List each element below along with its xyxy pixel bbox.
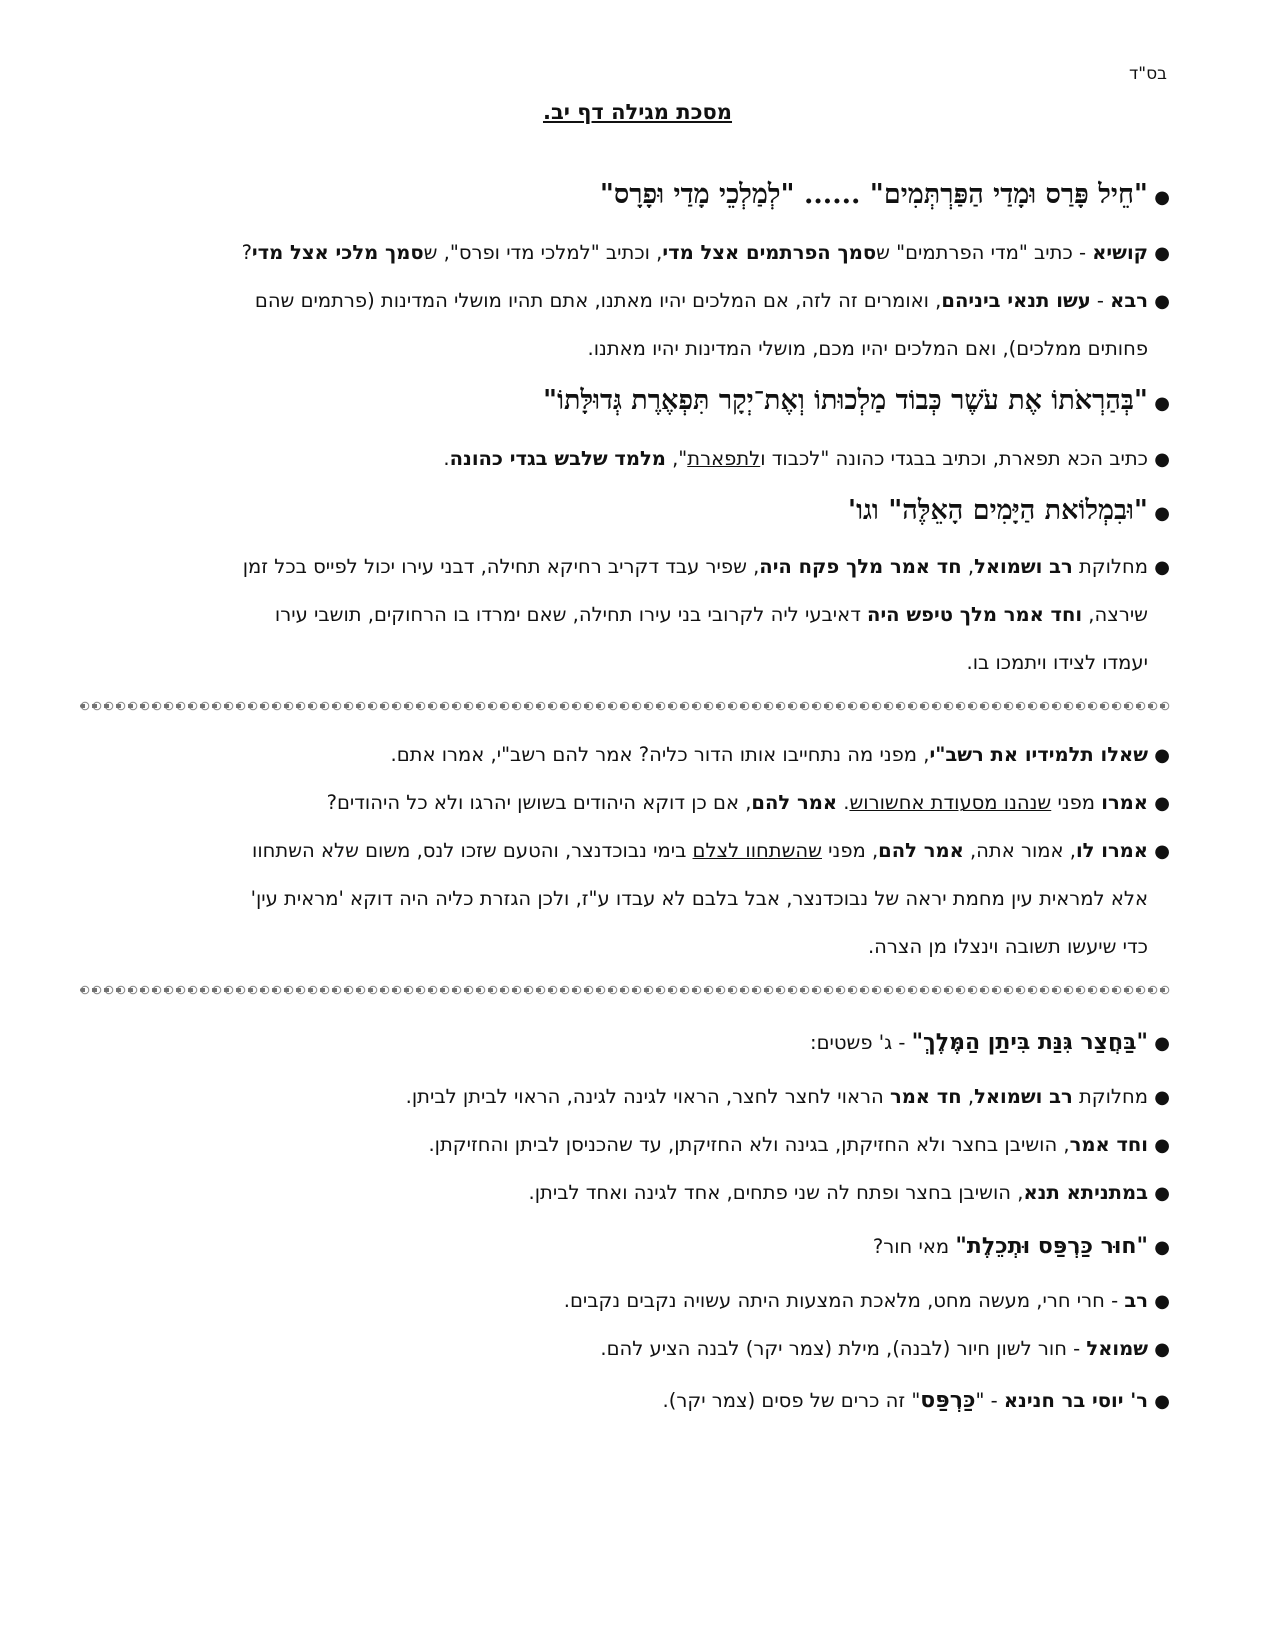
- bullet-icon: ●: [1154, 243, 1170, 264]
- page-title: מסכת מגילה דף יב.: [542, 100, 733, 124]
- header-abbreviation: בס"ד: [1129, 64, 1167, 84]
- bullet-icon: ●: [1154, 393, 1170, 414]
- section-6-bullet-3: ●ר' יוסי בר חנינא - "כַּרְפַּס" זה כרים של פסים (צמר יקר).: [80, 1376, 1170, 1427]
- bullet-icon: ●: [1154, 1339, 1170, 1360]
- section-2-heading: ●"בְּהַרְאֹתוֹ אֶת עֹשֶׁר כְּבוֹד מַלְכוּתוֹ וְאֶת־יְקָר תִּפְאֶרֶת גְּדוּלָּתוֹ": [80, 376, 1170, 429]
- bullet-icon: ●: [1154, 1237, 1170, 1258]
- bullet-icon: ●: [1154, 1291, 1170, 1312]
- section-4-bullet-3-line-3: כדי שיעשו תשובה וינצלו מן הצרה.: [867, 935, 1148, 958]
- bullet-icon: ●: [1154, 291, 1170, 312]
- bullet-icon: ●: [1154, 1391, 1170, 1412]
- bullet-icon: ●: [1154, 1183, 1170, 1204]
- section-6-heading: ●"חוּר כַּרְפַּס וּתְכֵלֶת" מאי חור?: [80, 1222, 1170, 1273]
- tilde-separator: [80, 700, 1170, 712]
- bullet-icon: ●: [1154, 793, 1170, 814]
- bullet-icon: ●: [1154, 557, 1170, 578]
- section-4-bullet-2: ●אמרו מפני שנהנו מסעודת אחשורוש. אמר להם, אם כן דוקא היהודים בשושן יהרגו ולא כל היהודים?: [80, 778, 1170, 829]
- section-3-bullet-1-line-2: שירצה, וחד אמר מלך טיפש היה דאיבעי ליה לקרובי בני עירו תחילה, שאם ימרדו בו הרחוקים, תושבי עירו: [274, 603, 1148, 626]
- section-4-bullet-1: ●שאלו תלמידיו את רשב"י, מפני מה נתחייבו אותו הדור כליה? אמר להם רשב"י, אמרו אתם.: [80, 730, 1170, 781]
- section-5-bullet-2: ●וחד אמר, הושיבן בחצר ולא החזיקתן, בגינה ולא החזיקתן, עד שהכניסן לביתן והחזיקתן.: [80, 1120, 1170, 1171]
- section-5-bullet-3: ●במתניתא תנא, הושיבן בחצר ופתח לה שני פתחים, אחד לגינה ואחד לביתן.: [80, 1168, 1170, 1219]
- section-4-bullet-3-line-2: אלא למראית עין מחמת יראה של נבוכדנצר, אבל בלבם לא עבדו ע"ז, ולכן הגזרת כליה היה דוקא 'מראית עין': [250, 887, 1148, 910]
- section-5-heading: ●"בַּחֲצַר גִּנַּת בִּיתַן הַמֶּלֶךְ" - ג' פשטים:: [80, 1018, 1170, 1069]
- section-3-bullet-1-line-3: יעמדו לצידו ויתמכו בו.: [966, 651, 1148, 674]
- bullet-icon: ●: [1154, 745, 1170, 766]
- section-6-bullet-2: ●שמואל - חור לשון חיור (לבנה), מילת (צמר יקר) לבנה הציע להם.: [80, 1324, 1170, 1375]
- bullet-icon: ●: [1154, 503, 1170, 524]
- section-5-bullet-1: ●מחלוקת רב ושמואל, חד אמר הראוי לחצר לחצר, הראוי לגינה לגינה, הראוי לביתן לביתן.: [80, 1072, 1170, 1123]
- bullet-icon: ●: [1154, 841, 1170, 862]
- bullet-icon: ●: [1154, 187, 1170, 208]
- bullet-icon: ●: [1154, 1087, 1170, 1108]
- bullet-icon: ●: [1154, 449, 1170, 470]
- section-3-bullet-1: ●מחלוקת רב ושמואל, חד אמר מלך פקח היה, שפיר עבד דקריב רחיקא תחילה, דבני עירו יכול לפייס בכל זמן: [80, 542, 1170, 593]
- bullet-icon: ●: [1154, 1135, 1170, 1156]
- bullet-icon: ●: [1154, 1033, 1170, 1054]
- section-3-heading: ●"וּבִמְלוֹאת הַיָּמִים הָאֵלֶּה" וגו': [80, 486, 1170, 539]
- section-4-bullet-3: ●אמרו לו, אמור אתה, אמר להם, מפני שהשתחוו לצלם בימי נבוכדנצר, והטעם שזכו לנס, משום שלא השתחוו: [80, 826, 1170, 877]
- section-1-bullet-2: ●רבא - עשו תנאי ביניהם, ואומרים זה לזה, אם המלכים יהיו מאתנו, אתם תהיו מושלי המדינות (פרתמים שהם: [80, 276, 1170, 327]
- tilde-separator: [80, 984, 1170, 996]
- section-1-bullet-2-continued: פחותים ממלכים), ואם המלכים יהיו מכם, מושלי המדינות יהיו מאתנו.: [587, 337, 1148, 360]
- section-1-heading: ●"חֵיל פָּרַס וּמָדַי הַפַּרְתְּמִים" ...... "לְמַלְכֵי מָדַי וּפָרָס": [80, 170, 1170, 223]
- section-6-bullet-1: ●רב - חרי חרי, מעשה מחט, מלאכת המצעות היתה עשויה נקבים נקבים.: [80, 1276, 1170, 1327]
- section-1-bullet-1: ●קושיא - כתיב "מדי הפרתמים" שסמך הפרתמים אצל מדי, וכתיב "למלכי מדי ופרס", שסמך מלכי אצל מדי?: [80, 228, 1170, 279]
- section-2-bullet-1: ●כתיב הכא תפארת, וכתיב בבגדי כהונה "לכבוד ולתפארת", מלמד שלבש בגדי כהונה.: [80, 434, 1170, 485]
